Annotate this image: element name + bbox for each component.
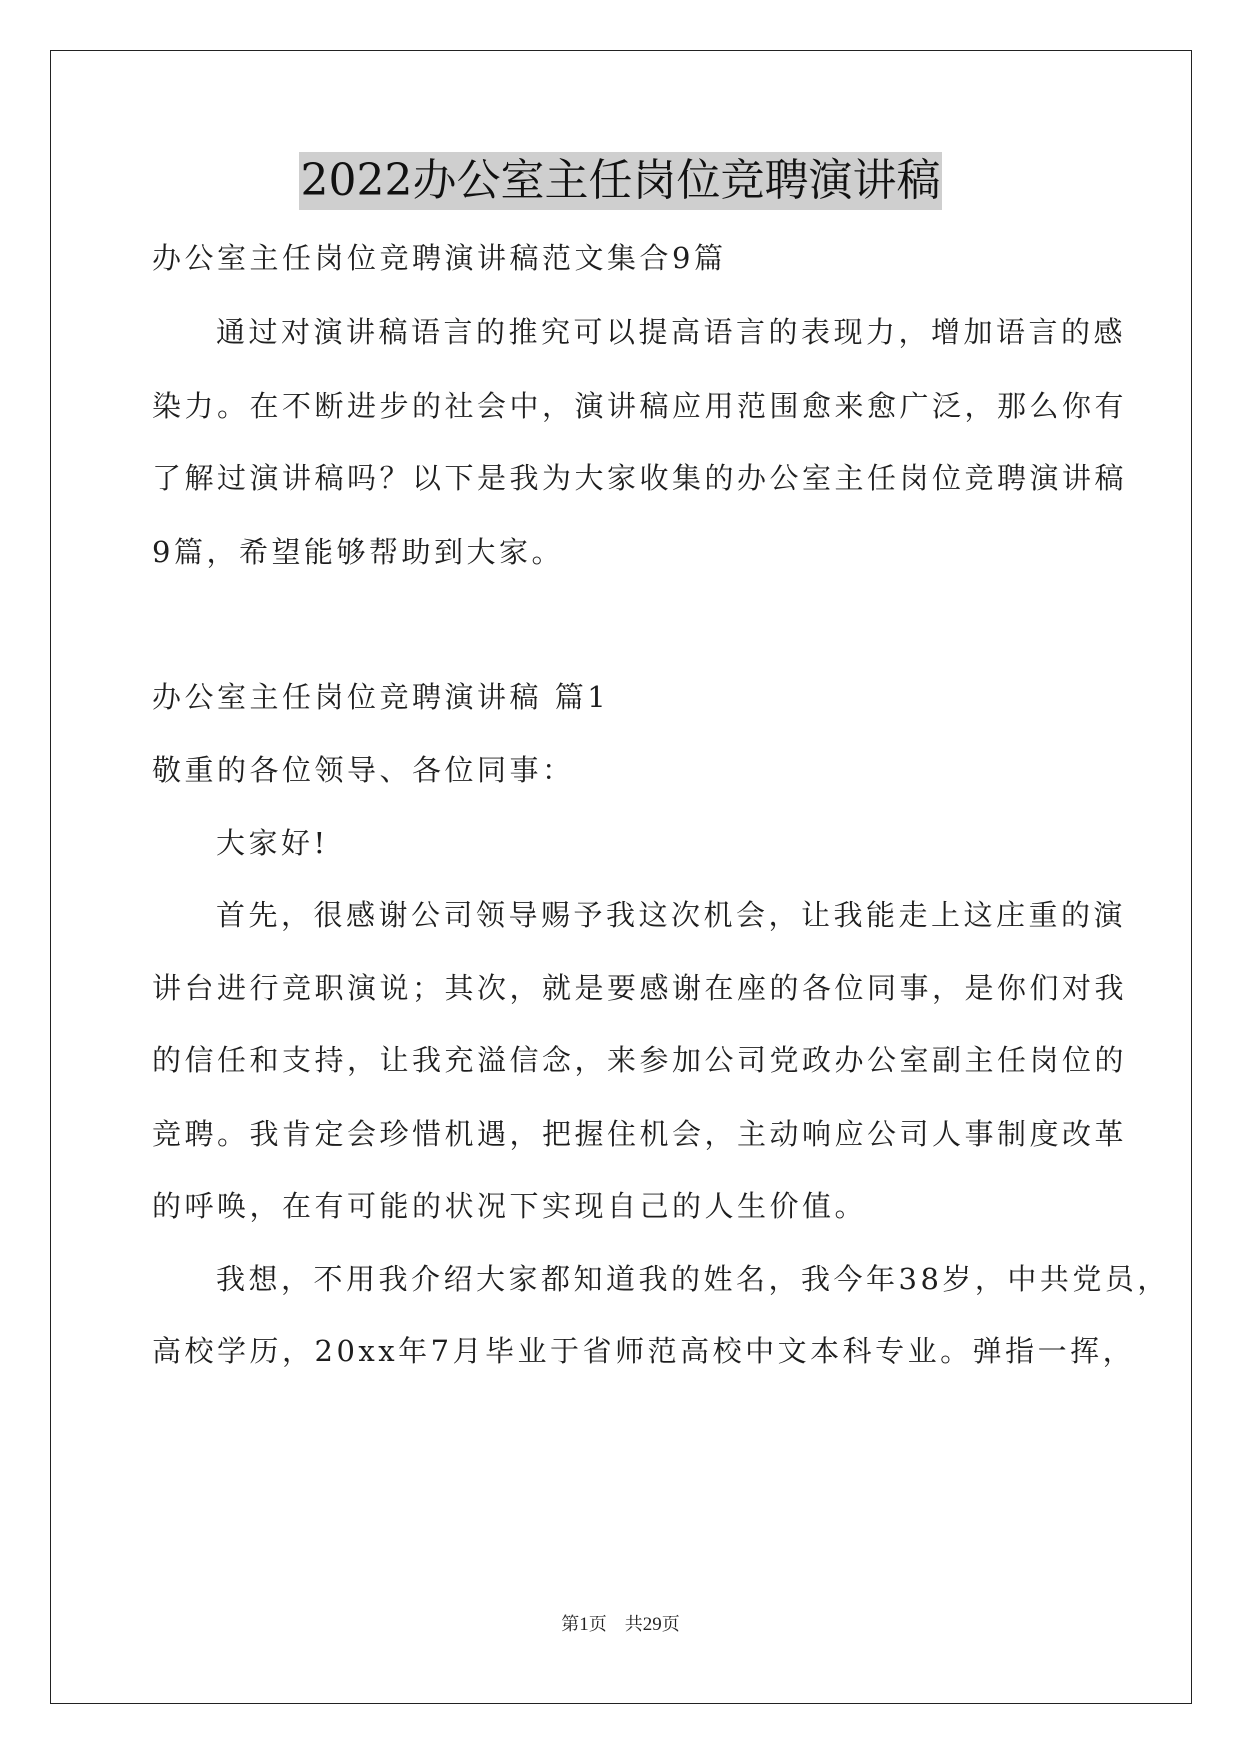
footer-mid: 页 共: [588, 1614, 643, 1635]
paragraph-line: 竞聘。我肯定会珍惜机遇，把握住机会，主动响应公司人事制度改革: [152, 1117, 1128, 1151]
page-border: [50, 50, 1192, 1704]
document-title: 2022办公室主任岗位竞聘演讲稿: [299, 152, 943, 210]
paragraph-line: 首先，很感谢公司领导赐予我这次机会，让我能走上这庄重的演: [216, 898, 1127, 932]
salutation: 敬重的各位领导、各位同事：: [152, 753, 575, 787]
paragraph-line: 高校学历，20xx年7月毕业于省师范高校中文本科专业。弹指一挥，: [152, 1334, 1136, 1368]
section-heading: 办公室主任岗位竞聘演讲稿 篇1: [152, 680, 610, 714]
footer-total-pages: 29: [642, 1614, 662, 1635]
intro-line: 染力。在不断进步的社会中，演讲稿应用范围愈来愈广泛，那么你有: [152, 389, 1128, 423]
paragraph-line: 讲台进行竞职演说；其次，就是要感谢在座的各位同事，是你们对我: [152, 971, 1128, 1005]
footer-current-page: 1: [579, 1614, 589, 1635]
greeting: 大家好!: [216, 826, 329, 860]
title-container: [0, 152, 1241, 210]
page-footer: [0, 1610, 1241, 1636]
paragraph-line: 我想，不用我介绍大家都知道我的姓名，我今年38岁，中共党员，: [216, 1262, 1170, 1296]
document-subtitle: 办公室主任岗位竞聘演讲稿范文集合9篇: [152, 241, 727, 275]
footer-prefix: 第: [561, 1614, 580, 1635]
intro-line: 通过对演讲稿语言的推究可以提高语言的表现力，增加语言的感: [216, 315, 1127, 349]
footer-suffix: 页: [661, 1614, 680, 1635]
paragraph-line: 的呼唤，在有可能的状况下实现自己的人生价值。: [152, 1189, 868, 1223]
intro-line: 了解过演讲稿吗？以下是我为大家收集的办公室主任岗位竞聘演讲稿: [152, 461, 1128, 495]
intro-line: 9篇，希望能够帮助到大家。: [152, 535, 564, 569]
paragraph-line: 的信任和支持，让我充溢信念，来参加公司党政办公室副主任岗位的: [152, 1043, 1128, 1077]
